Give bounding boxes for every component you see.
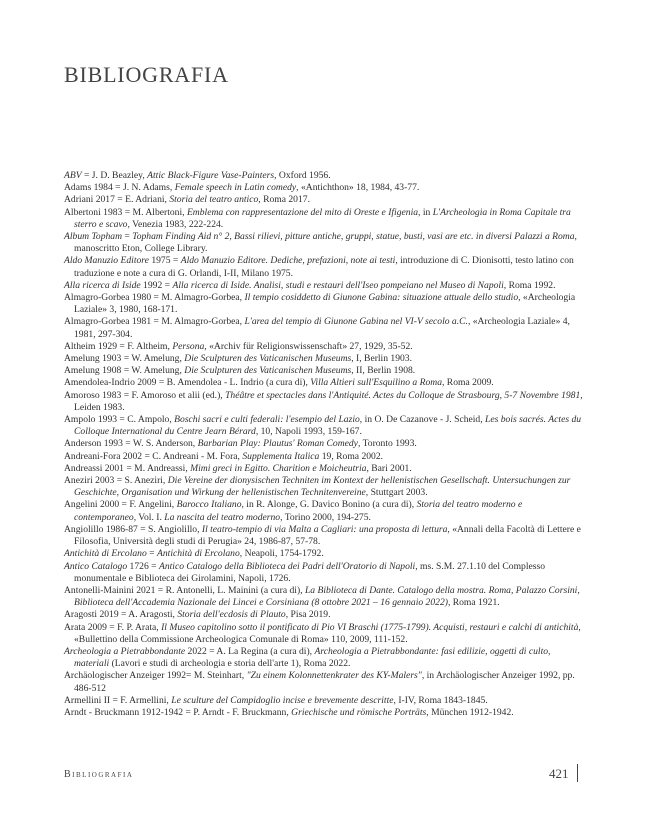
bibliography-entry [64,438,584,450]
bibliography-entry [64,499,584,523]
bibliography-entry [64,207,584,231]
entry-text: , «Archeologia Laziale» 4, 1981, 297-304. [74,316,570,340]
entry-italic-text: Les bois sacrés. Actes du Colloque International du Centre Jearn Bérard [74,414,582,438]
bibliography-entry [64,670,584,694]
entry-text: Aragosti 2019 = A. Aragosti, [64,609,178,621]
entry-text: , Oxford 1956. [274,170,331,181]
entry-text: Andreassi 2001 = M. Andreassi, [64,462,191,474]
entry-text: Amelung 1908 = W. Amelung, [64,365,185,377]
entry-text: , in Archäologischer Anzeiger 1992, pp. 486-512 [74,670,575,694]
entry-text: Angiolillo 1986-87 = S. Angiolillo, [64,523,202,535]
entry-italic-text: Antichità di Ercolano [64,548,147,560]
bibliography-entry [64,280,584,292]
bibliography-entry [64,377,584,389]
entry-text: , II, Berlin 1908. [351,365,416,377]
entry-italic-text: Album Topham [64,231,123,243]
entry-text: Aneziri 2003 = S. Aneziri, [64,475,168,487]
bibliography-entry [64,390,584,414]
bibliography-entry [64,561,584,585]
bibliography-entry [64,609,584,621]
entry-text: Arata 2009 = F. P. Arata, [64,621,162,633]
entry-text: , Roma 2017. [258,194,310,206]
entry-italic-text: Antico Catalogo [64,560,128,572]
entry-text: , «Archiv für Religionswissenschaft» 27, 1929, 35-52. [204,340,413,352]
entry-text: (Lavori e studi di archeologia e storia dell'arte 1), Roma 2022. [109,658,351,670]
bibliography-entry [64,365,584,377]
entry-text: = J. D. Beazley, [81,170,148,181]
entry-italic-text: Topham Finding Aid n° 2, Bassi rilievi, pitture antiche, gruppi, statue, busti, vasi are etc. in diversi Palazzi a Roma [132,231,575,243]
entry-text: = [146,548,157,560]
entry-text: Anderson 1993 = W. S. Anderson, [64,438,198,450]
entry-text: Arndt - Bruckmann 1912-1942 = P. Arndt - F. Bruckmann, [64,706,292,718]
entry-italic-text: Barbarian Play: Plautus' Roman Comedy [197,438,358,450]
bibliography-entry [64,182,584,194]
entry-italic-text: Il Museo capitolino sotto il pontificato di Pio VI Braschi (1775-1799). Acquisti, restauri e calchi di antichità [161,621,579,633]
entry-text: , introduzione di C. Dionisotti, testo latino con traduzione e note a cura di G. Orlandi, I-II, Milano 1975. [74,255,574,279]
entry-italic-text: La Biblioteca di Dante. Catalogo della mostra. Roma, Palazzo Corsini, Biblioteca dell'Accademia Nazionale dei Lincei e Corsiniana (8 ottobre 2021 – 16 gennaio 2022) [74,584,580,609]
entry-text: , Torino 2000, 194-275. [280,511,371,523]
entry-italic-text: "Zu einem Kolonnettenkrater des KY-Malers" [246,670,422,682]
entry-text: , «Antichthon» 18, 1984, 43-77. [296,182,420,194]
entry-italic-text: Il tempio cosiddetto di Giunone Gabina: situazione attuale dello studio [244,292,519,304]
entry-italic-text: Alla ricerca di Iside. Analisi, studi e restauri dell'Iseo pompeiano nel Museo di Napoli [172,279,504,291]
entry-text: Antonelli-Mainini 2021 = R. Antonelli, L. Mainini (a cura di), [64,584,305,596]
entry-italic-text: ABV [64,170,82,181]
entry-italic-text: Villa Altieri sull'Esquilino a Roma [310,377,442,389]
entry-text: Angelini 2000 = F. Angelini, [64,499,177,511]
entry-text: , Neapoli, 1754-1792. [239,548,324,560]
bibliography-entry [64,255,584,279]
entry-italic-text: L'area del tempio di Giunone Gabina nel VI-V secolo a.C. [244,316,468,328]
entry-text: Almagro-Gorbea 1980 = M. Almagro-Gorbea, [64,292,245,304]
bibliography-entry [64,524,584,548]
bibliography-entry [64,585,584,609]
entry-text: , Venezia 1983, 222-224. [127,218,224,230]
bibliography-entry [64,231,584,255]
bibliography-entry [64,475,584,499]
entry-italic-text: Storia del teatro antico [169,194,259,206]
entry-italic-text: Griechische und römische Porträts [291,706,427,718]
bibliography-entry [64,316,584,340]
entry-text: Andreani-Fora 2002 = C. Andreani - M. Fora, [64,450,243,462]
entry-text: , I-IV, Roma 1843-1845. [393,694,488,706]
bibliography-entry [64,194,584,206]
entry-text: Amelung 1903 = W. Amelung, [64,353,185,365]
bibliography-entry [64,463,584,475]
entry-text: 2022 = A. La Regina (a cura di), [185,645,315,657]
entry-text: , Toronto 1993. [357,438,417,450]
bibliography-entry [64,451,584,463]
bibliography-entry [64,695,584,707]
bibliography-entry [64,353,584,365]
entry-text: , «Annali della Facoltà di Lettere e Filosofia, Università degli studi di Perugia» 24, 1986-87, 57-78. [74,523,581,548]
entry-text: Albertoni 1983 = M. Albertoni, [64,206,187,218]
bibliography-entry [64,414,584,438]
entry-text: , Vol. I. [133,511,165,523]
entry-italic-text: La nascita del teatro moderno [164,511,281,523]
entry-italic-text: Die Sculpturen des Vaticanischen Museums [184,365,352,377]
entry-text: 1726 = [127,560,159,572]
entry-italic-text: Aldo Manuzio Editore. Dediche, prefazioni, note ai testi [180,255,396,267]
entry-text: , München 1912-1942. [426,706,514,718]
entry-italic-text: Le sculture del Campidoglio incise e brevemente descritte [171,694,394,706]
entry-text: , Pisa 2019. [285,609,331,621]
entry-text: , Roma 1992. [503,279,556,291]
entry-italic-text: Archeologia a Pietrabbondante: fasi edilizie, oggetti di culto, materiali [74,645,551,670]
entry-text: , «Archeologia Laziale» 3, 1980, 168-171. [74,292,576,316]
entry-italic-text: Mimi greci in Egitto. Charition e Moicheutria [190,462,367,474]
entry-text: , Bari 2001. [366,462,412,474]
entry-italic-text: Emblema con rappresentazione del mito di Oreste e Ifigenia [186,206,419,218]
entry-text: Adams 1984 = J. N. Adams, [64,182,175,194]
entry-text: Ampolo 1993 = C. Ampolo, [64,414,175,426]
entry-italic-text: Persona [172,340,205,352]
entry-text: Almagro-Gorbea 1981 = M. Almagro-Gorbea, [64,316,245,328]
entry-text: Archäologischer Anzeiger 1992= M. Steinhart, [64,670,247,682]
bibliography-entry [64,646,584,670]
entry-text: 19, Roma 2002. [319,450,384,462]
entry-text: , manoscritto Eton, College Library. [74,231,577,255]
entry-italic-text: Storia del teatro moderno e contemporaneo [74,499,523,523]
entry-text: , ms. S.M. 27.1.10 del Complesso monumentale e Biblioteca dei Girolamini, Napoli, 1726. [74,560,546,584]
entry-italic-text: Storia dell'ecdosis di Plauto [177,609,286,621]
entry-italic-text: L'Archeologia in Roma Capitale tra sterro e scavo [74,206,571,230]
entry-text: = [122,231,133,243]
running-footer-label: Bibliografia [64,769,134,780]
entry-text: , Roma 2009. [442,377,494,389]
entry-italic-text: Die Vereine der dionysischen Techniten im Kontext der hellenistischen Gesellschaft. Untersuchungen zur Geschichte, Organisation und Wirkung der hellenistischen Technitenvereine [74,475,571,499]
entry-text: , in [418,206,433,218]
entry-italic-text: Il teatro-tempio di via Malta a Cagliari: una proposta di lettura [201,523,448,535]
entry-text: Amendolea-Indrio 2009 = B. Amendolea - L. Indrio (a cura di), [64,377,311,389]
entry-italic-text: Alla ricerca di Iside [64,279,141,291]
bibliography-entry [64,170,584,182]
entry-italic-text: Attic Black-Figure Vase-Painters [147,170,275,181]
entry-text: Adriani 2017 = E. Adriani, [64,194,170,206]
entry-italic-text: Théâtre et spectacles dans l'Antiquité. Actes du Colloque de Strasbourg, 5-7 Novembre 1981 [225,389,581,401]
entry-text: Amoroso 1983 = F. Amoroso et alii (ed.), [64,389,226,401]
entry-text: , I, Berlin 1903. [351,353,413,365]
entry-text: 1992 = [140,279,173,291]
entry-italic-text: Antico Catalogo della Biblioteca dei Padri dell'Oratorio di Napoli [158,560,416,572]
entry-text: , in O. De Cazanove - J. Scheid, [359,414,486,426]
entry-italic-text: Boschi sacri e culti federali: l'esempio del Lazio [174,414,360,426]
entry-text: , Leiden 1983. [74,389,583,413]
entry-italic-text: Supplementa Italica [242,450,320,462]
entry-text: , Roma 1921. [447,597,500,609]
entry-italic-text: Antichità di Ercolano [157,548,240,560]
entry-text: , Stuttgart 2003. [365,487,428,499]
entry-text: , «Bullettino della Commissione Archeologica Comunale di Roma» 110, 2009, 111-152. [74,621,581,645]
entry-text: , in R. Alonge, G. Davico Bonino (a cura di), [241,499,417,511]
page-title: BIBLIOGRAFIA [64,62,229,87]
entry-text: Armellini II = F. Armellini, [64,694,172,706]
bibliography-entry [64,341,584,353]
entry-text: , 10, Napoli 1993, 159-167. [255,426,362,438]
entry-italic-text: Aldo Manuzio Editore [64,255,149,267]
bibliography-entry [64,548,584,560]
bibliography-entry [64,707,584,719]
entry-text: 1975 = [148,255,181,267]
entry-text: Altheim 1929 = F. Altheim, [64,340,173,352]
entry-italic-text: Archeologia a Pietrabbondante [64,645,186,657]
footer-rule [577,764,578,782]
entry-italic-text: Die Sculpturen des Vaticanischen Museums [184,353,352,365]
entry-italic-text: Female speech in Latin comedy [174,182,297,194]
bibliography-list [64,170,584,719]
bibliography-entry [64,622,584,646]
bibliography-entry [64,292,584,316]
page-number: 421 [549,766,569,781]
entry-italic-text: Barocco Italiano [176,499,242,511]
